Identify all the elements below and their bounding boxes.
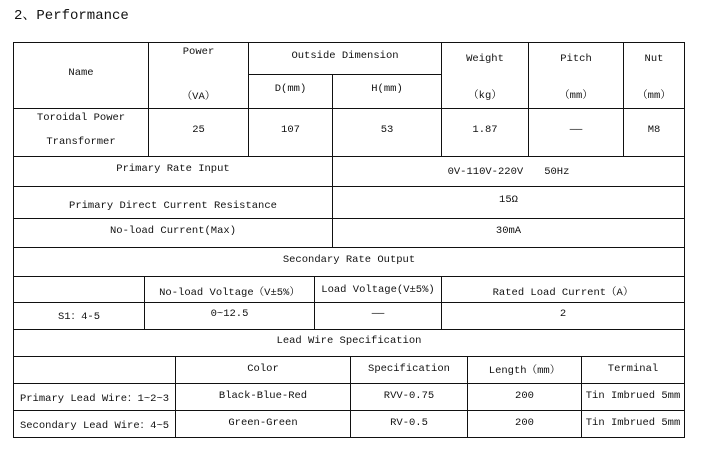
table-border-top <box>13 42 685 43</box>
lead-wire-row-terminal: Tin Imbrued 5mm <box>585 417 681 429</box>
header-outside-dimension: Outside Dimension <box>291 50 399 62</box>
table-rule <box>13 383 685 384</box>
header-pitch-unit: （mm） <box>559 90 593 102</box>
table-rule <box>13 247 685 248</box>
header-name: Name <box>68 67 94 79</box>
header-weight: Weight <box>466 53 504 65</box>
primary-dc-resistance-label: Primary Direct Current Resistance <box>69 200 277 212</box>
secondary-col-noload-voltage: No-load Voltage（V±5%） <box>159 287 300 299</box>
lead-wire-col-terminal: Terminal <box>607 363 659 375</box>
lead-wire-col-spec: Specification <box>368 363 450 375</box>
lead-wire-row-terminal: Tin Imbrued 5mm <box>585 390 681 402</box>
header-power-unit: （VA） <box>181 91 216 103</box>
secondary-noload-voltage: 0~12.5 <box>210 308 249 320</box>
table-rule <box>13 329 685 330</box>
table-border-bottom <box>13 437 685 438</box>
lead-wire-row-length: 200 <box>515 417 534 429</box>
header-nut-unit: （mm） <box>637 90 671 102</box>
lead-wire-row-color: Black-Blue-Red <box>218 390 308 402</box>
lead-wire-row-length: 200 <box>515 390 534 402</box>
secondary-title: Secondary Rate Output <box>282 254 416 266</box>
header-h-mm: H(mm) <box>371 83 403 95</box>
product-h: 53 <box>380 124 394 136</box>
primary-rate-input-value: 0V-110V-220V 50Hz <box>447 166 570 178</box>
table-rule <box>13 410 685 411</box>
table-border-right <box>684 42 685 438</box>
secondary-rated-current: 2 <box>559 308 567 320</box>
product-name-line2: Transformer <box>46 136 116 148</box>
lead-wire-row-color: Green-Green <box>228 417 298 429</box>
table-rule <box>13 108 685 109</box>
product-nut: M8 <box>647 124 661 136</box>
secondary-load-voltage: —— <box>371 308 385 320</box>
lead-wire-col-length: Length（mm） <box>488 365 561 377</box>
product-power: 25 <box>192 124 205 136</box>
header-pitch: Pitch <box>560 53 592 65</box>
secondary-col-rated-current: Rated Load Current（A） <box>492 287 634 299</box>
primary-dc-resistance-value: 15Ω <box>499 194 518 206</box>
header-d-mm: D(mm) <box>274 83 307 95</box>
table-rule <box>13 218 685 219</box>
lead-wire-row-spec: RVV-0.75 <box>383 390 435 402</box>
secondary-col-load-voltage: Load Voltage(V±5%) <box>321 284 435 296</box>
lead-wire-row-label: Primary Lead Wire：1~2~3 <box>19 393 170 405</box>
lead-wire-row-spec: RV-0.5 <box>390 417 428 429</box>
lead-wire-row-label: Secondary Lead Wire：4~5 <box>19 420 170 432</box>
product-d: 107 <box>281 124 300 136</box>
table-rule <box>13 156 685 157</box>
secondary-row-label: S1：4-5 <box>57 311 100 323</box>
noload-current-value: 30mA <box>495 225 522 237</box>
table-border-left <box>13 42 14 438</box>
header-nut: Nut <box>644 53 664 65</box>
table-rule <box>13 356 685 357</box>
table-rule <box>13 302 685 303</box>
product-pitch: —— <box>569 124 583 136</box>
table-rule <box>13 186 685 187</box>
header-weight-unit: （kg） <box>468 90 502 102</box>
table-rule <box>248 74 441 75</box>
primary-rate-input-label: Primary Rate Input <box>116 163 230 175</box>
product-weight: 1.87 <box>472 124 498 136</box>
lead-wire-col-color: Color <box>247 363 279 375</box>
section-heading: 2、Performance <box>14 8 129 24</box>
header-power: Power <box>182 46 215 58</box>
table-rule <box>13 276 685 277</box>
noload-current-label: No-load Current(Max) <box>109 225 237 237</box>
product-name-line1: Toroidal Power <box>36 112 126 124</box>
lead-wire-title: Lead Wire Specification <box>276 335 422 347</box>
